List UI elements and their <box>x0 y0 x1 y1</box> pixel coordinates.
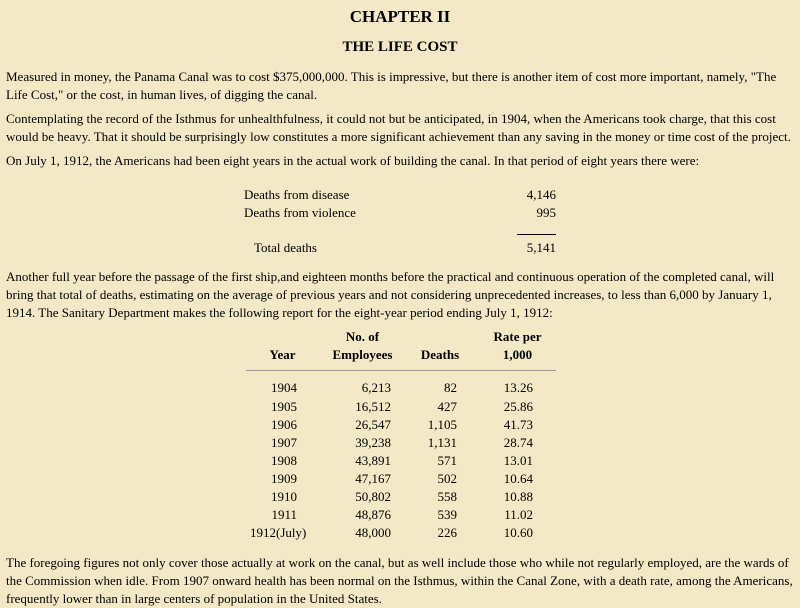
deaths-disease-value: 4,146 <box>526 187 556 202</box>
header-employees <box>330 328 395 364</box>
cell-year: 1906 <box>271 417 297 432</box>
cell-year: 1908 <box>271 453 297 468</box>
paragraph-sanitary-report: Another full year before the passage of the first ship,and eighteen months before the practical and continuous operation of the completed canal, will bring that total of deaths, estimating on the average of previous years and not considering unprecedented increases, to less than 6,000 by January 1, 1914. The Sanitary Department makes the following report for the eight-year period ending July 1, 1912: <box>6 269 775 320</box>
table-row <box>250 506 560 524</box>
header-employees-line1: No. of <box>345 329 380 344</box>
total-deaths-value: 5,141 <box>526 240 556 255</box>
cell-year: 1904 <box>271 380 297 395</box>
cell-employees: 26,547 <box>355 417 391 432</box>
table-row <box>250 452 560 470</box>
chapter-heading: CHAPTER II <box>349 7 451 26</box>
deaths-disease-label: Deaths from disease <box>244 187 350 202</box>
cell-deaths: 1,131 <box>427 435 457 450</box>
cell-employees: 16,512 <box>355 399 391 414</box>
cell-employees: 43,891 <box>355 453 391 468</box>
cell-year: 1907 <box>271 435 297 450</box>
header-rate <box>485 328 550 364</box>
cell-year: 1912(July) <box>250 525 307 540</box>
cell-year: 1905 <box>271 399 297 414</box>
paragraph-foregoing-figures: The foregoing figures not only cover those actually at work on the canal, but as well include those who while not regularly employed, are the wards of the Commission when idle. From 1907 onward health has been normal on the Isthmus, within the Canal Zone, with a death rate, among the Americans, frequently lower than in large centers of population in the United States. <box>6 555 793 606</box>
cell-employees: 48,000 <box>355 525 391 540</box>
cell-rate: 25.86 <box>503 399 533 414</box>
header-rate-line2: 1,000 <box>502 347 533 362</box>
header-deaths: Deaths <box>420 347 460 362</box>
cell-rate: 10.64 <box>503 471 533 486</box>
table-row <box>250 524 560 542</box>
cell-deaths: 539 <box>437 507 457 522</box>
total-rule <box>517 234 556 235</box>
cell-rate: 13.26 <box>503 380 533 395</box>
total-deaths-label: Total deaths <box>254 240 317 255</box>
cell-year: 1909 <box>271 471 297 486</box>
table-row <box>250 434 560 452</box>
cell-deaths: 558 <box>437 489 457 504</box>
cell-deaths: 427 <box>437 399 457 414</box>
cell-deaths: 82 <box>444 380 457 395</box>
header-employees-line2: Employees <box>332 347 393 362</box>
cell-deaths: 226 <box>437 525 457 540</box>
table-row <box>250 398 560 416</box>
table-row <box>250 416 560 434</box>
paragraph-eight-years: On July 1, 1912, the Americans had been eight years in the actual work of building the canal. In that period of eight years there were: <box>6 153 700 168</box>
header-year: Year <box>269 347 296 362</box>
cell-rate: 10.60 <box>503 525 533 540</box>
cell-rate: 10.88 <box>503 489 533 504</box>
cell-employees: 39,238 <box>355 435 391 450</box>
cell-employees: 50,802 <box>355 489 391 504</box>
cell-deaths: 502 <box>437 471 457 486</box>
deaths-violence-value: 995 <box>536 205 556 220</box>
paragraph-money-cost: Measured in money, the Panama Canal was to cost $375,000,000. This is impressive, but there is another item of cost more important, namely, "The Life Cost," or the cost, in human lives, of digging the canal. <box>6 69 777 102</box>
chapter-title: THE LIFE COST <box>342 39 458 55</box>
table-header-rule <box>246 370 556 371</box>
cell-rate: 41.73 <box>503 417 533 432</box>
cell-employees: 47,167 <box>355 471 391 486</box>
cell-rate: 28.74 <box>503 435 533 450</box>
cell-rate: 11.02 <box>504 507 533 522</box>
cell-employees: 6,213 <box>361 380 391 395</box>
cell-year: 1910 <box>271 489 297 504</box>
cell-rate: 13.01 <box>503 453 533 468</box>
deaths-violence-label: Deaths from violence <box>244 205 356 220</box>
cell-year: 1911 <box>271 507 297 522</box>
table-row <box>250 488 560 506</box>
header-rate-line1: Rate per <box>493 329 542 344</box>
table-row <box>250 379 560 397</box>
table-row <box>250 470 560 488</box>
cell-deaths: 571 <box>437 453 457 468</box>
cell-employees: 48,876 <box>355 507 391 522</box>
paragraph-isthmus-record: Contemplating the record of the Isthmus for unhealthfulness, it could not but be anticipated, in 1904, when the Americans took charge, that this cost would be heavy. That it should be surprisingly low constitutes a more significant achievement than any saving in the money or time cost of the project. <box>6 111 791 144</box>
cell-deaths: 1,105 <box>427 417 457 432</box>
